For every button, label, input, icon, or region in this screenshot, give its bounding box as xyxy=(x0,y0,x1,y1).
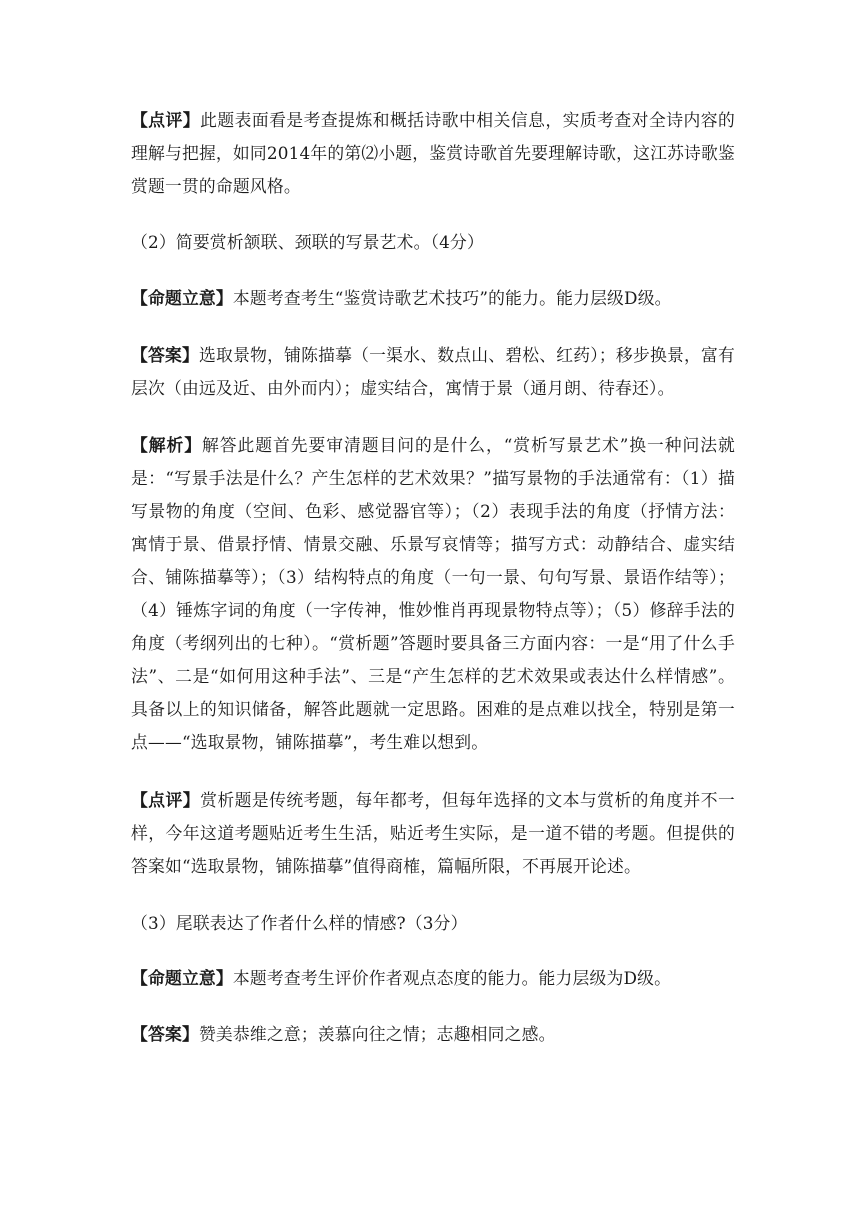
comment-label: 【点评】 xyxy=(131,790,201,810)
question-2 xyxy=(131,226,735,259)
answer-label: 【答案】 xyxy=(131,1024,199,1044)
intent-label: 【命题立意】 xyxy=(131,288,233,308)
analysis-text: 解答此题首先要审清题目问的是什么，“赏析写景艺术”换一种问法就是：“写景手法是什么？产生怎样的艺术效果？”描写景物的手法通常有：（1）描写景物的角度（空间、色彩、感觉器官等）；（2）表现手法的角度（抒情方法：寓情于景、借景抒情、情景交融、乐景写哀情等；描写方式：动静结合、虚实结合、铺陈描摹等）；（3）结构特点的角度（一句一景、句句写景、景语作结等）；（4）锤炼字词的角度（一字传神，惟妙惟肖再现景物特点等）；（5）修辞手法的角度（考纲列出的七种）。“赏析题”答题时要具备三方面内容：一是“用了什么手法”、二是“如何用这种手法”、三是“产生怎样的艺术效果或表达什么样情感”。具备以上的知识储备，解答此题就一定思路。困难的是点难以找全，特别是第一点——“选取景物，铺陈描摹”，考生难以想到。 xyxy=(131,435,735,752)
intent-paragraph-2 xyxy=(131,962,735,995)
comment-label: 【点评】 xyxy=(131,110,201,130)
intent-label: 【命题立意】 xyxy=(131,968,233,988)
analysis-paragraph xyxy=(131,429,735,759)
question-3-text: （3）尾联表达了作者什么样的情感?（3分） xyxy=(131,913,468,933)
question-2-text: （2）简要赏析颔联、颈联的写景艺术。（4分） xyxy=(131,232,484,252)
intent-text: 本题考查考生评价作者观点态度的能力。能力层级为D级。 xyxy=(232,968,672,988)
answer-text: 选取景物，铺陈描摹（一渠水、数点山、碧松、红药）；移步换景，富有层次（由远及近、由外而内）；虚实结合，寓情于景（通月朗、待春还）。 xyxy=(131,345,735,398)
question-3 xyxy=(131,907,735,940)
comment-paragraph-2 xyxy=(131,784,735,883)
analysis-label: 【解析】 xyxy=(131,435,202,455)
answer-label: 【答案】 xyxy=(131,345,200,365)
intent-text: 本题考查考生“鉴赏诗歌艺术技巧”的能力。能力层级D级。 xyxy=(232,288,672,308)
comment-paragraph-1 xyxy=(131,104,735,203)
comment-text: 赏析题是传统考题，每年都考，但每年选择的文本与赏析的角度并不一样，今年这道考题贴近考生生活，贴近考生实际，是一道不错的考题。但提供的答案如“选取景物，铺陈描摹”值得商榷，篇幅所限，不再展开论述。 xyxy=(131,790,735,876)
answer-paragraph-1 xyxy=(131,339,735,405)
answer-paragraph-2 xyxy=(131,1018,735,1051)
answer-text: 赞美恭维之意；羡慕向往之情；志趣相同之感。 xyxy=(198,1024,556,1044)
intent-paragraph-1 xyxy=(131,282,735,315)
comment-text: 此题表面看是考查提炼和概括诗歌中相关信息，实质考查对全诗内容的理解与把握，如同2014年的第⑵小题，鉴赏诗歌首先要理解诗歌，这江苏诗歌鉴赏题一贯的命题风格。 xyxy=(131,110,735,196)
